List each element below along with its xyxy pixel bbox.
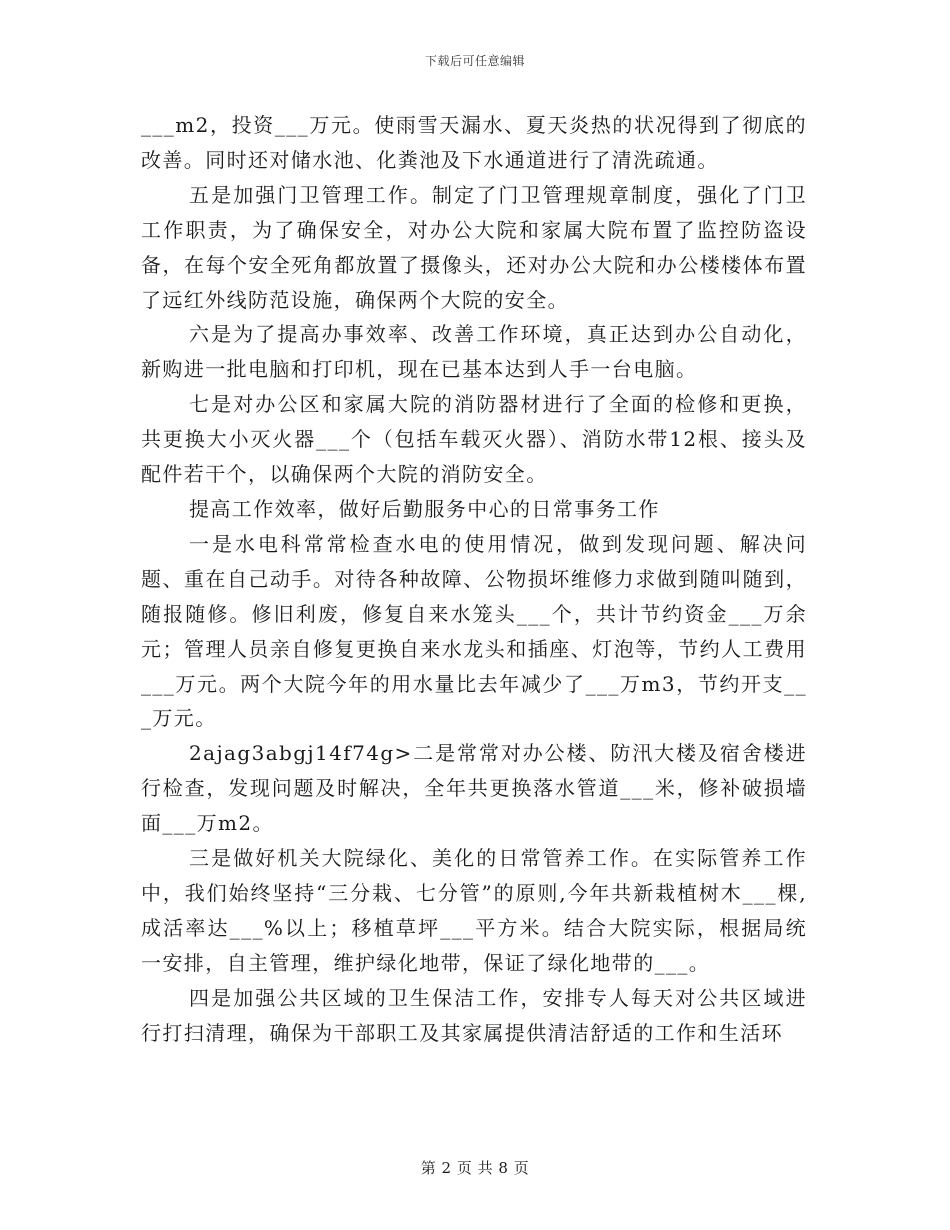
section-heading: 提高工作效率，做好后勤服务中心的日常事务工作 [189,496,660,521]
paragraph-1: ___m2，投资___万元。使雨雪天漏水、夏天炎热的状况得到了彻底的改善。同时还对储水池、化粪池及下水通道进行了清洗疏通。 [141,113,807,172]
paragraph-5: 一是水电科常常检查水电的使用情况，做到发现问题、解决问题、重在自己动手。对待各种故障、公物损坏维修力求做到随叫随到，随报随修。修旧利废，修复自来水笼头___个，共计节约资金___万余元；管理人员亲自修复更换自来水龙头和插座、灯泡等，节约人工费用___万元。两个大院今年的用水量比去年减少了___万m3，节约开支___万元。 [141,531,807,731]
paragraph-4: 七是对办公区和家属大院的消防器材进行了全面的检修和更换，共更换大小灭火器___个（包括车载灭火器）、消防水带12根、接头及配件若干个，以确保两个大院的消防安全。 [141,392,807,487]
document-body [141,108,807,1050]
paragraph-2: 五是加强门卫管理工作。制定了门卫管理规章制度，强化了门卫工作职责，为了确保安全，对办公大院和家属大院布置了监控防盗设备，在每个安全死角都放置了摄像头，还对办公大院和办公楼楼体布置了远红外线防范设施，确保两个大院的安全。 [141,182,807,312]
page-header: 下载后可任意编辑 [424,54,525,68]
paragraph-3: 六是为了提高办事效率、改善工作环境，真正达到办公自动化，新购进一批电脑和打印机，现在已基本达到人手一台电脑。 [141,322,807,382]
page-number: 第 2 页 共 8 页 [420,1159,530,1177]
paragraph-6: 2ajag3abgj14f74g>二是常常对办公楼、防汛大楼及宿舍楼进行检查，发现问题及时解决，全年共更换落水管道___米，修补破损墙面___万m2。 [141,741,807,836]
paragraph-8: 四是加强公共区域的卫生保洁工作，安排专人每天对公共区域进行打扫清理，确保为干部职工及其家属提供清洁舒适的工作和生活环 [141,985,807,1045]
paragraph-7: 三是做好机关大院绿化、美化的日常管养工作。在实际管养工作中，我们始终坚持“三分栽、七分管”的原则,今年共新栽植树木___棵,成活率达___%以上；移植草坪___平方米。结合大院实际，根据局统一安排，自主管理，维护绿化地带，保证了绿化地带的___。 [141,846,807,975]
